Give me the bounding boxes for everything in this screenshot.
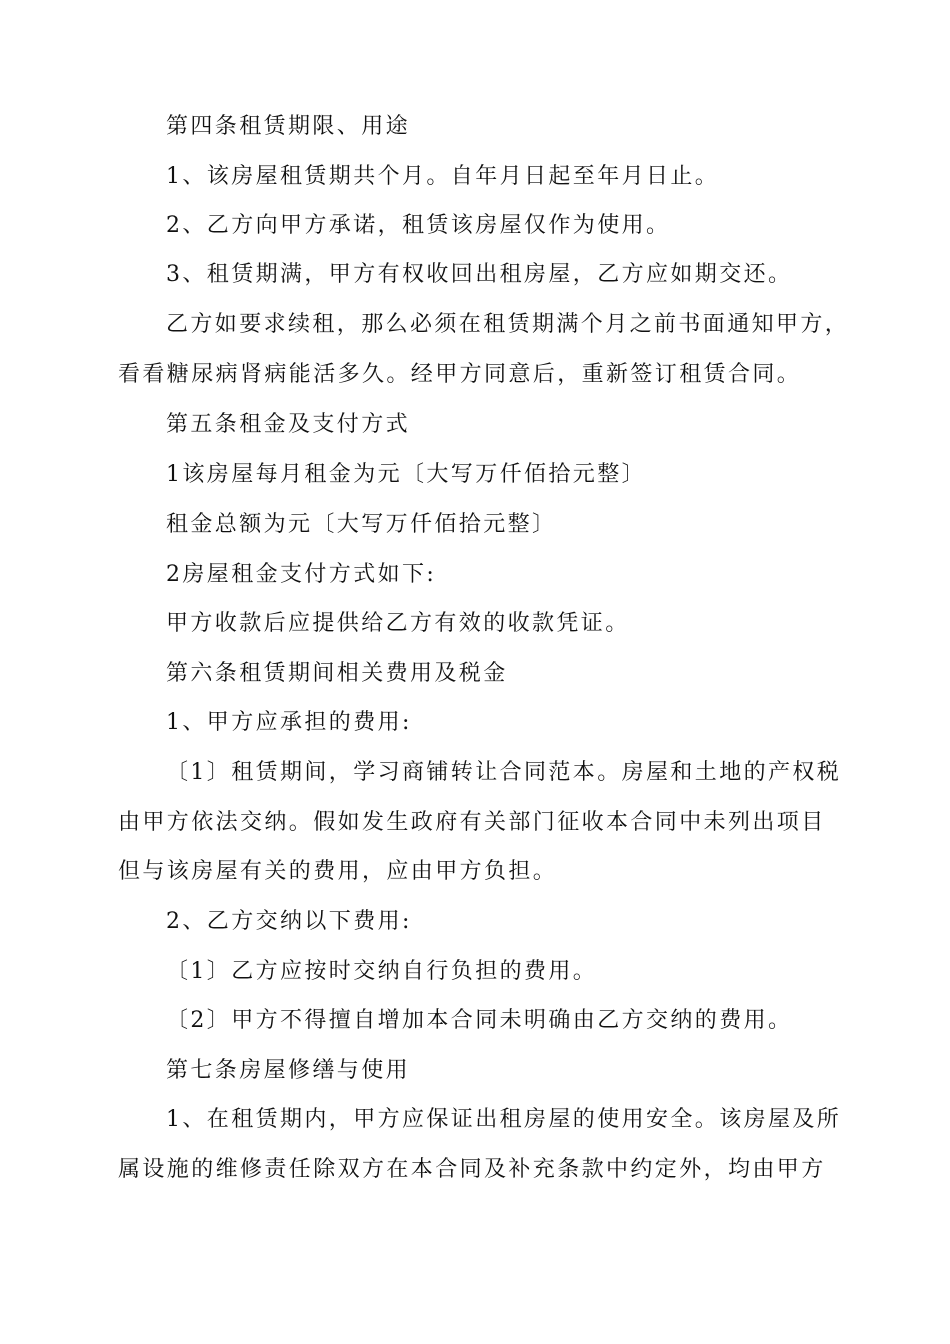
text-line: 〔1〕租赁期间，学习商铺转让合同范本。房屋和土地的产权税 — [166, 760, 842, 785]
text-line: 2、乙方交纳以下费用: — [166, 909, 412, 934]
text-line: 〔2〕甲方不得擅自增加本合同未明确由乙方交纳的费用。 — [166, 1008, 793, 1033]
text-line: 第四条租赁期限、用途 — [166, 114, 411, 139]
text-line: 看看糖尿病肾病能活多久。经甲方同意后，重新签订租赁合同。 — [118, 362, 802, 387]
text-line: 〔1〕乙方应按时交纳自行负担的费用。 — [166, 959, 598, 984]
text-line: 2、乙方向甲方承诺，租赁该房屋仅作为使用。 — [166, 213, 671, 238]
text-line: 3、租赁期满，甲方有权收回出租房屋，乙方应如期交还。 — [166, 262, 793, 287]
text-line: 属设施的维修责任除双方在本合同及补充条款中约定外，均由甲方 — [118, 1157, 826, 1182]
text-line: 甲方收款后应提供给乙方有效的收款凭证。 — [166, 611, 630, 636]
text-line: 1、该房屋租赁期共个月。自年月日起至年月日止。 — [166, 164, 720, 189]
text-line: 租金总额为元〔大写万仟佰拾元整〕 — [166, 512, 557, 537]
text-line: 第六条租赁期间相关费用及税金 — [166, 661, 508, 686]
text-line: 乙方如要求续租，那么必须在租赁期满个月之前书面通知甲方， — [166, 312, 850, 337]
text-line: 由甲方依法交纳。假如发生政府有关部门征收本合同中未列出项目 — [118, 810, 826, 835]
text-line: 1、甲方应承担的费用: — [166, 710, 412, 735]
text-line: 1该房屋每月租金为元〔大写万仟佰拾元整〕 — [166, 462, 646, 487]
text-line: 2房屋租金支付方式如下: — [166, 562, 437, 587]
text-line: 1、在租赁期内，甲方应保证出租房屋的使用安全。该房屋及所 — [166, 1107, 842, 1132]
text-line: 但与该房屋有关的费用，应由甲方负担。 — [118, 859, 558, 884]
text-line: 第五条租金及支付方式 — [166, 412, 411, 437]
text-line: 第七条房屋修缮与使用 — [166, 1058, 411, 1083]
